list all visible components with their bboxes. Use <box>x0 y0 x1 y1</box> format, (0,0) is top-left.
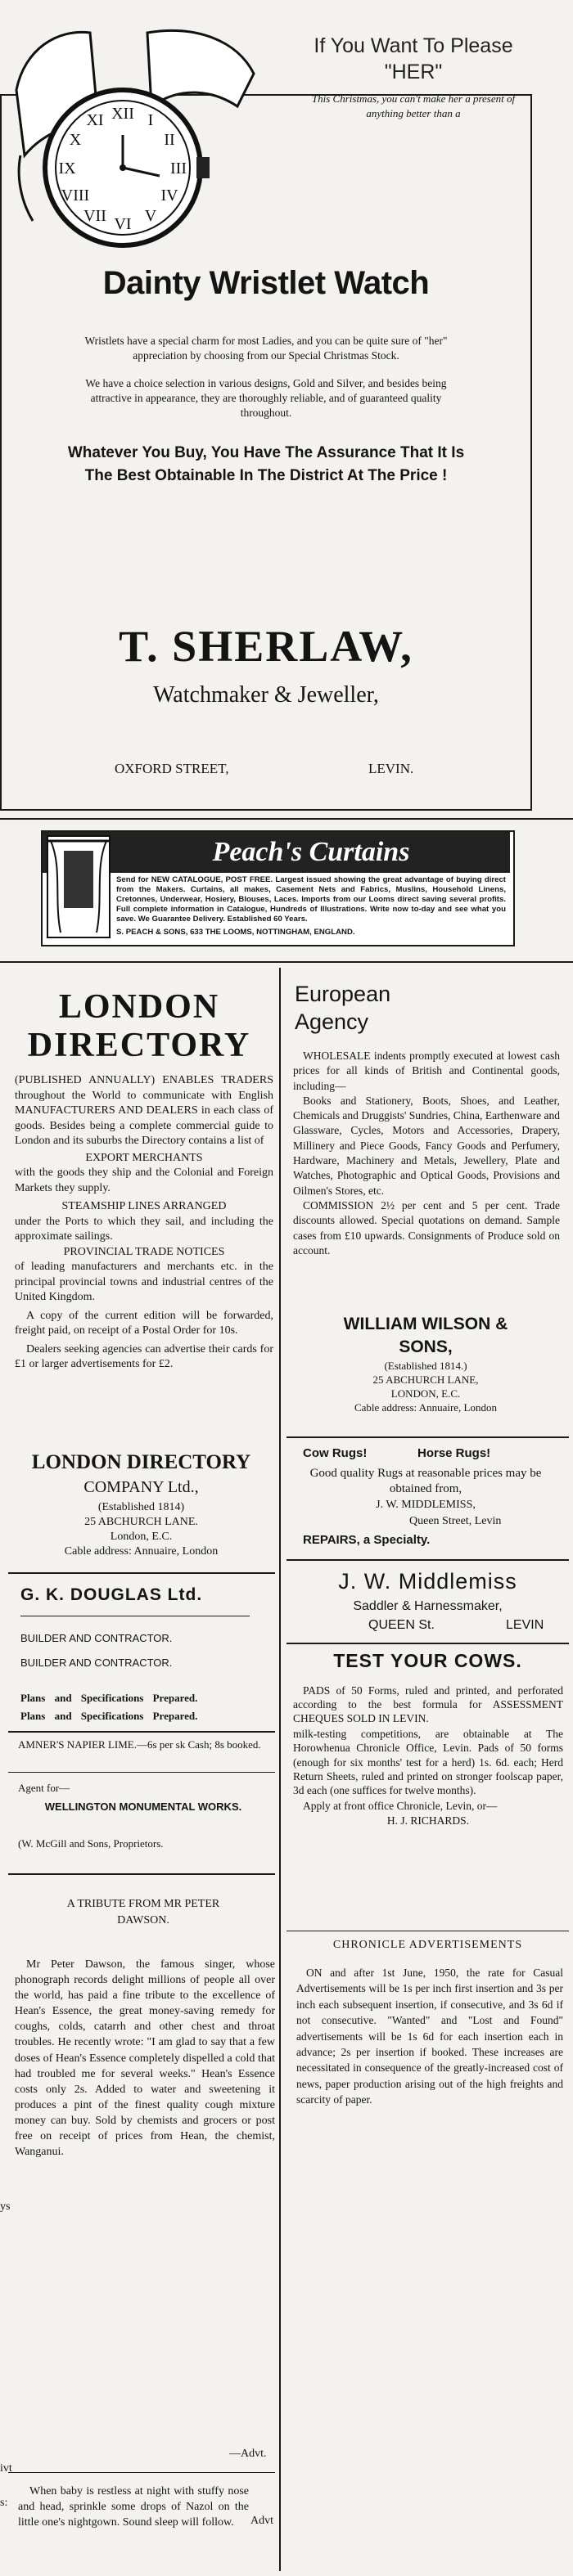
directory-intro: (PUBLISHED ANNUALLY) ENABLES TRADERS throughout the World to communicate with English MANUFACTURERS AND DEALERS in each class of goods. Besides being a complete commercial guide to London and its suburbs the Directory contains a list of <box>15 1074 273 1147</box>
dawson-advt: —Advt. <box>229 2448 267 2460</box>
svg-text:X: X <box>69 131 82 149</box>
wilson-cable: Cable address: Annuaire, London <box>354 1401 497 1414</box>
wilson-name-2: SONS, <box>399 1337 453 1356</box>
para-wristlets: Wristlets have a special charm for most Ladies, and you can be quite sure of "her" appreciation by choosing from our Special Christmas Stock. <box>84 335 448 362</box>
shop-town: LEVIN. <box>368 761 414 776</box>
rugs-repairs: REPAIRS, a Specialty. <box>303 1533 431 1547</box>
directory-title-1: LONDON <box>58 988 220 1026</box>
margin-mark-1: ys <box>0 2201 11 2213</box>
svg-text:I: I <box>147 111 154 129</box>
douglas-plans-1: Plans and Specifications Prepared. <box>20 1692 198 1704</box>
svg-text:VIII: VIII <box>61 187 90 205</box>
svg-text:VII: VII <box>83 207 106 225</box>
shop-name: T. SHERLAW, <box>119 622 413 671</box>
douglas-line-1: BUILDER AND CONTRACTOR. <box>20 1632 173 1644</box>
monumental-works: WELLINGTON MONUMENTAL WORKS. <box>44 1801 242 1813</box>
cows-title: TEST YOUR COWS. <box>333 1650 522 1671</box>
dawson-body: Mr Peter Dawson, the famous singer, whose phonograph records delight millions of people all over the world, has paid a fine tribute to the excellence of Hean's Essence, the great money-saving remedy for coughs, colds, catarrh and other chest and throat troubles. He recently wrote: "I am glad to say that a few doses of Hean's Essence completely dispelled a cold that had troubled me for several weeks." Hean's Essence costs only 2s. Added to water and sweetening it produces a pint of the finest quality cough mixture money can buy. Sold by chemists and grocers or post free on receipt of prices from Hean, the chemist, Wanganui. <box>15 1958 275 2159</box>
dealers-text: Dealers seeking agencies can advertise their cards for £1 or larger advertisements for £2. <box>15 1342 273 1370</box>
cow-rugs: Cow Rugs! <box>303 1446 368 1460</box>
company-established: (Established 1814) <box>97 1501 185 1513</box>
headline-block <box>311 33 516 121</box>
provincial-head: PROVINCIAL TRADE NOTICES <box>63 1245 225 1258</box>
svg-text:IX: IX <box>58 160 76 178</box>
company-cable: Cable address: Annuaire, London <box>64 1545 219 1558</box>
svg-text:XI: XI <box>86 111 104 129</box>
rugs-addr: Queen Street, Levin <box>409 1515 502 1527</box>
svg-text:V: V <box>144 207 157 225</box>
peach-address: S. PEACH & SONS, 633 THE LOOMS, NOTTINGHAM, ENGLAND. <box>116 928 355 937</box>
wilson-name-1: WILLIAM WILSON & <box>343 1315 508 1333</box>
cows-p2: milk-testing competitions, are obtainable at The Horowhenua Chronicle Office, Levin. Pads of 50 forms (enough for six months' test for a herd) 1s. 6d. each; Herd Return Sheets, ruled and printed on stronger foolscap paper, 3d each (one suffices for twelve months). <box>293 1728 563 1797</box>
company-sub: COMPANY Ltd., <box>83 1478 199 1496</box>
ad-title: Dainty Wristlet Watch <box>102 265 430 301</box>
provincial-text: of leading manufacturers and merchants etc. in the principal provincial towns and industrial centres of the United Kingdom. <box>15 1261 273 1303</box>
copy-text: A copy of the current edition will be forwarded, freight paid, on receipt of a Postal Order for 10s. <box>15 1309 273 1337</box>
european-body-1: WHOLESALE indents promptly executed at lowest cash prices for all kinds of British and Continental goods, including— <box>293 1050 560 1092</box>
middlemiss-town: LEVIN <box>506 1618 544 1632</box>
svg-text:XII: XII <box>111 105 134 123</box>
chronicle-title: CHRONICLE ADVERTISEMENTS <box>332 1939 523 1951</box>
monumental-props: (W. McGill and Sons, Proprietors. <box>18 1837 164 1850</box>
dawson-title: A TRIBUTE FROM MR PETER DAWSON. <box>66 1898 220 1926</box>
steamship-text: under the Ports to which they sail, and including the approximate sailings. <box>15 1215 273 1243</box>
middlemiss-street: QUEEN St. <box>368 1618 435 1632</box>
european-body-2: Books and Stationery, Boots, Shoes, and Leather, Chemicals and Druggists' Sundries, China, Earthenware and Glassware, Cycles, Motors and Accessories, Drapery, Millinery and Piece Goods, Fancy Goods and Perfumery, Hardware, Machinery and Metals, Jewellery, Plate and Watches, Photographic and Optical Goods, Provisions and Oilmen's Stores, etc. <box>293 1094 560 1197</box>
company-street: 25 ABCHURCH LANE. <box>84 1516 198 1528</box>
headline-sub: This Christmas, you can't make her a present of anything better than a <box>311 92 516 119</box>
douglas-name: G. K. DOUGLAS Ltd. <box>20 1585 203 1604</box>
douglas-line-2: BUILDER AND CONTRACTOR. <box>20 1657 173 1669</box>
export-text: with the goods they ship and the Colonial and Foreign Markets they supply. <box>15 1167 273 1194</box>
svg-text:VI: VI <box>114 215 132 233</box>
cows-p3: Apply at front office Chronicle, Levin, or— <box>303 1800 498 1813</box>
peach-body: Send for NEW CATALOGUE, POST FREE. Largest issued showing the great advantage of buying direct from the Makers. Curtains, all makes, Casement Nets and Fabrics, Muslins, Household Linens, Cretonnes, Underwear, Hosiery, Blouses, Laces. Imports from our Looms direct saving several profits. Full complete information in Catalogue, Hundreds of Illustrations. Write now to-day and see what you save. We Guarantee Delivery. Established 60 Years. <box>116 875 506 924</box>
european-title-1: European <box>295 982 391 1006</box>
shop-street: OXFORD STREET, <box>115 761 229 776</box>
steamship-head: STEAMSHIP LINES ARRANGED <box>61 1200 227 1212</box>
para-choice: We have a choice selection in various designs, Gold and Silver, and besides being attractive in appearance, they are thoroughly reliable, and of guaranteed quality throughout. <box>85 377 447 419</box>
svg-text:III: III <box>170 160 187 178</box>
european-title-2: Agency <box>295 1009 369 1034</box>
company-city: London, E.C. <box>110 1531 173 1543</box>
european-body-3: COMMISSION 2½ per cent and 5 per cent. Trade discounts allowed. Special quotations on demand. Sample cases from £10 upwards. Consignments of Produce sold on account. <box>293 1198 560 1257</box>
horse-rugs: Horse Rugs! <box>417 1446 491 1460</box>
shop-trade: Watchmaker & Jeweller, <box>153 682 379 708</box>
cows-p4: H. J. RICHARDS. <box>386 1814 470 1827</box>
watch-strap-right <box>147 30 254 106</box>
rugs-name: J. W. MIDDLEMISS, <box>376 1499 476 1511</box>
rugs-line: Good quality Rugs at reasonable prices may be obtained from, <box>309 1467 542 1495</box>
svg-text:II: II <box>164 131 175 149</box>
wristlet-watch-illustration <box>0 0 344 270</box>
middlemiss-trade: Saddler & Harnessmaker, <box>353 1599 503 1613</box>
svg-text:IV: IV <box>160 187 178 205</box>
margin-mark-2: ivt <box>0 2462 12 2475</box>
peach-brand: Peach's Curtains <box>212 837 410 867</box>
douglas-plans-2: Plans and Specifications Prepared. <box>20 1710 198 1722</box>
wilson-street: 25 ABCHURCH LANE, <box>372 1373 479 1386</box>
headline: If You Want To Please "HER" <box>314 34 513 83</box>
margin-mark-3: s: <box>0 2497 8 2509</box>
baby-nazol: When baby is restless at night with stuffy nose and head, sprinkle some drops of Nazol on the little one's nightgown. Sound sleep will follow. <box>18 2485 249 2529</box>
napier-lime: AMNER'S NAPIER LIME.—6s per sk Cash; 8s booked. <box>18 1738 261 1751</box>
directory-title-2: DIRECTORY <box>27 1027 251 1064</box>
chronicle-body: ON and after 1st June, 1950, the rate for Casual Advertisements will be 1s per inch first insertion and 3s per inch each subsequent insertion, if consecutive, and 3s 6d if not consecutive. "Wanted" and "Lost and Found" advertisements will be 1s 6d for each insertion each in advance; 2s per insertion if booked. These increases are necessitated in consequence of the greatly-increased cost of news, paper production arising out of the high freights and scarcity of paper. <box>296 1967 563 2106</box>
wilson-established: (Established 1814.) <box>384 1360 467 1372</box>
company-title: LONDON DIRECTORY <box>31 1451 251 1473</box>
assurance: Whatever You Buy, You Have The Assurance That It Is The Best Obtainable In The District At The Price ! <box>67 444 465 484</box>
agent-label: Agent for— <box>18 1782 70 1794</box>
export-head: EXPORT MERCHANTS <box>85 1151 203 1164</box>
wilson-city: LONDON, E.C. <box>390 1387 461 1400</box>
curtain-window-icon <box>46 834 111 939</box>
baby-advt: Advt <box>250 2515 273 2527</box>
cows-p1: PADS of 50 Forms, ruled and printed, and perforated according to the best formula for ASSESSMENT CHEQUES SOLD IN LEVIN. <box>293 1684 563 1724</box>
middlemiss-name: J. W. Middlemiss <box>338 1569 517 1594</box>
